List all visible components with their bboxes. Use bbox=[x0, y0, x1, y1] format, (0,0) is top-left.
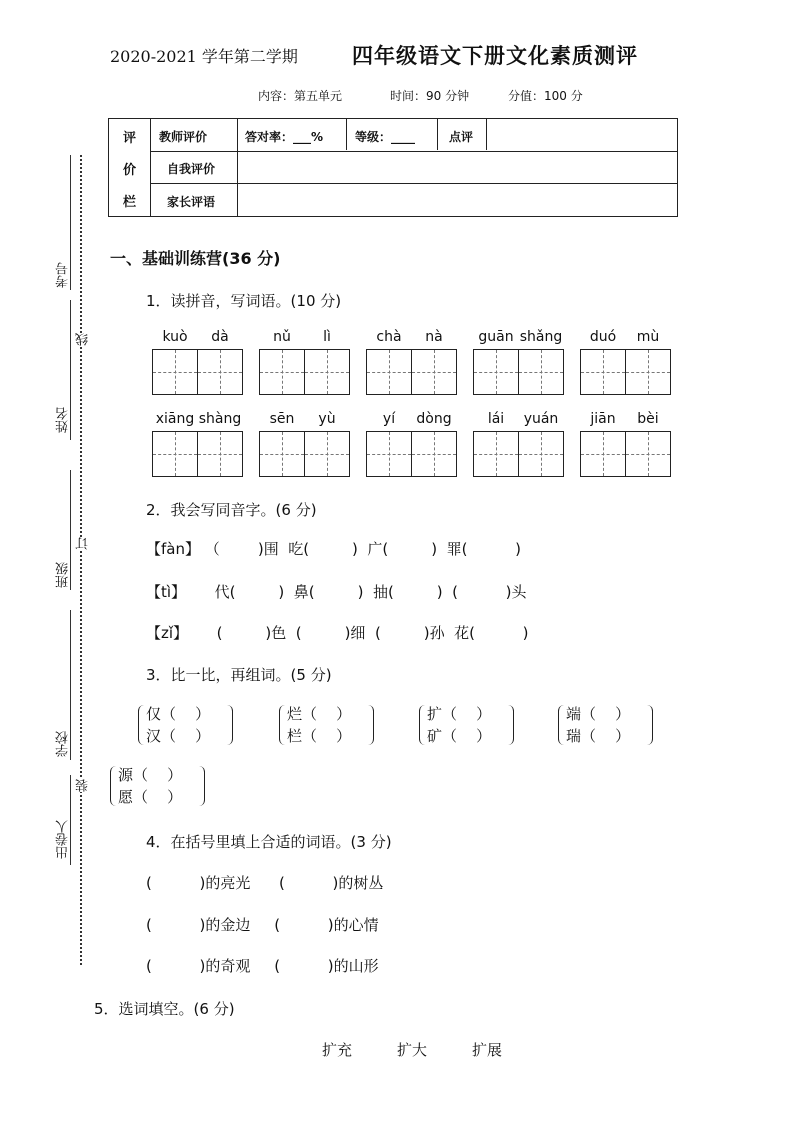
compare-word: 源（ ） bbox=[118, 766, 183, 784]
q2-line: 【zǐ】 ( )色 ( )细 ( )孙 花( ) bbox=[146, 624, 529, 642]
exam-number-label: 考号 bbox=[56, 262, 71, 288]
q4-line: ( )的奇观 ( )的山形 bbox=[146, 957, 379, 975]
exam-title: 四年级语文下册文化素质测评 bbox=[352, 44, 638, 68]
compare-pair bbox=[110, 764, 210, 810]
pinyin-label: yí bbox=[382, 411, 396, 427]
q2-line: 【fàn】 （ )围 吃( ) 广( ) 罪( ) bbox=[146, 540, 521, 558]
pinyin-label: sēn bbox=[269, 411, 295, 427]
exam-time: 时间：90 分钟 bbox=[390, 89, 470, 103]
writing-box[interactable] bbox=[366, 349, 412, 395]
writing-box[interactable] bbox=[152, 431, 198, 477]
pinyin-label: shǎng bbox=[519, 329, 563, 345]
writing-box[interactable] bbox=[625, 349, 671, 395]
pinyin-label: dòng bbox=[416, 411, 452, 427]
pinyin-label: kuò bbox=[162, 329, 188, 345]
accuracy-field[interactable]: 答对率：___% bbox=[245, 130, 324, 144]
exam-score: 分值：100 分 bbox=[508, 89, 583, 103]
pinyin-label: yù bbox=[318, 411, 336, 427]
compare-word: 栏（ ） bbox=[287, 727, 352, 745]
pinyin-label: shàng bbox=[198, 411, 242, 427]
line-mark: 线 bbox=[76, 333, 91, 346]
compare-word: 矿（ ） bbox=[427, 727, 492, 745]
compare-word: 瑞（ ） bbox=[566, 727, 631, 745]
writing-box[interactable] bbox=[473, 431, 519, 477]
q4-line: ( )的金边 ( )的心情 bbox=[146, 916, 379, 934]
exam-year: 2020-2021 学年第二学期 bbox=[110, 47, 298, 66]
exam-content: 内容：第五单元 bbox=[258, 89, 343, 103]
writing-box[interactable] bbox=[625, 431, 671, 477]
teacher-eval-label: 教师评价 bbox=[159, 130, 208, 144]
q4-line: ( )的亮光 ( )的树丛 bbox=[146, 874, 384, 892]
eval-side-char: 评 bbox=[123, 131, 137, 146]
writing-box[interactable] bbox=[259, 349, 305, 395]
bind-mark: 订 bbox=[76, 537, 91, 550]
pinyin-label: bèi bbox=[637, 411, 659, 427]
writing-box[interactable] bbox=[197, 431, 243, 477]
writing-box[interactable] bbox=[411, 431, 457, 477]
section-heading: 一、基础训练营(36 分) bbox=[110, 249, 281, 268]
q2-line: 【tì】 代( ) 鼻( ) 抽( ) ( )头 bbox=[146, 583, 527, 601]
pinyin-label: chà bbox=[376, 329, 402, 345]
eval-side-char: 栏 bbox=[123, 195, 137, 210]
compare-pair bbox=[419, 703, 519, 749]
parent-comment-label: 家长评语 bbox=[167, 195, 216, 209]
name-label: 姓名 bbox=[56, 407, 71, 433]
pinyin-label: nà bbox=[425, 329, 443, 345]
writing-box[interactable] bbox=[304, 431, 350, 477]
compare-word: 扩（ ） bbox=[427, 705, 492, 723]
author-label: 出卷人 bbox=[56, 820, 71, 859]
writing-box[interactable] bbox=[152, 349, 198, 395]
compare-pair bbox=[279, 703, 379, 749]
q3-title: 3．比一比，再组词。(5 分) bbox=[146, 666, 332, 684]
compare-word: 仅（ ） bbox=[146, 705, 211, 723]
compare-word: 端（ ） bbox=[566, 705, 631, 723]
pinyin-label: yuán bbox=[523, 411, 559, 427]
comment-label: 点评 bbox=[449, 130, 474, 144]
pinyin-label: duó bbox=[589, 329, 617, 345]
compare-word: 愿（ ） bbox=[118, 788, 183, 806]
writing-box[interactable] bbox=[580, 431, 626, 477]
q5-title: 5．选词填空。(6 分) bbox=[94, 1000, 235, 1018]
writing-box[interactable] bbox=[518, 349, 564, 395]
pinyin-label: xiāng bbox=[155, 411, 195, 427]
writing-box[interactable] bbox=[473, 349, 519, 395]
self-eval-label: 自我评价 bbox=[167, 162, 216, 176]
writing-box[interactable] bbox=[197, 349, 243, 395]
pinyin-label: lái bbox=[487, 411, 505, 427]
evaluation-table bbox=[108, 118, 678, 217]
eval-side-char: 价 bbox=[123, 163, 137, 178]
compare-pair bbox=[558, 703, 658, 749]
school-label: 学校 bbox=[56, 731, 71, 757]
pinyin-label: nǔ bbox=[273, 329, 291, 345]
grade-field[interactable]: 等级：____ bbox=[355, 130, 416, 144]
q4-title: 4．在括号里填上合适的词语。(3 分) bbox=[146, 833, 392, 851]
pinyin-label: guān bbox=[478, 329, 514, 345]
writing-box[interactable] bbox=[259, 431, 305, 477]
q5-word: 扩充 bbox=[322, 1041, 353, 1059]
compare-word: 烂（ ） bbox=[287, 705, 352, 723]
q1-title: 1．读拼音，写词语。(10 分) bbox=[146, 292, 342, 310]
writing-box[interactable] bbox=[304, 349, 350, 395]
writing-box[interactable] bbox=[411, 349, 457, 395]
writing-box[interactable] bbox=[580, 349, 626, 395]
pinyin-label: dà bbox=[211, 329, 229, 345]
pinyin-label: lì bbox=[323, 329, 331, 345]
binding-dotted-line bbox=[80, 155, 82, 965]
compare-word: 汉（ ） bbox=[146, 727, 211, 745]
q2-title: 2．我会写同音字。(6 分) bbox=[146, 501, 317, 519]
staple-mark: 装 bbox=[76, 779, 91, 792]
pinyin-label: mù bbox=[636, 329, 660, 345]
pinyin-label: jiān bbox=[590, 411, 616, 427]
writing-box[interactable] bbox=[518, 431, 564, 477]
compare-pair bbox=[138, 703, 238, 749]
q5-word: 扩大 bbox=[397, 1041, 428, 1059]
class-label: 班级 bbox=[56, 562, 71, 588]
writing-box[interactable] bbox=[366, 431, 412, 477]
q5-word: 扩展 bbox=[472, 1041, 503, 1059]
